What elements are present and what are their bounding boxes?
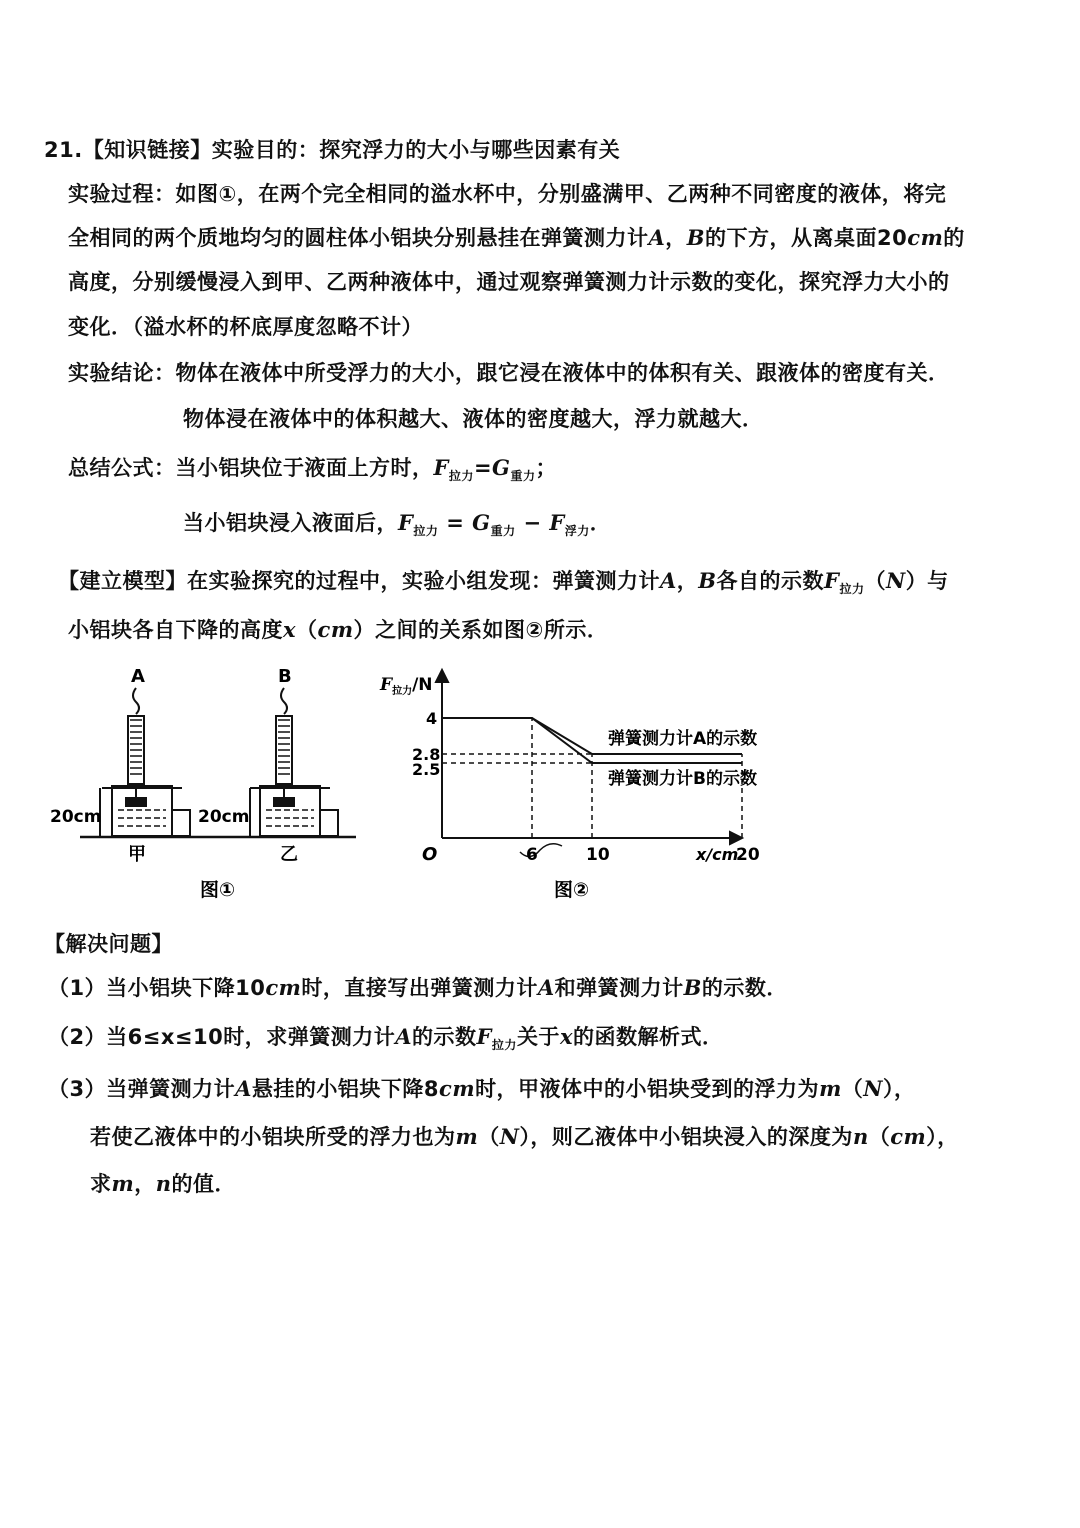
formula2-end: ． — [589, 511, 612, 535]
cup-label-yi: 乙 — [280, 844, 298, 865]
formula-end1: ； — [535, 456, 557, 480]
q1-A: A — [537, 975, 555, 1000]
q3-text-a: （3）当弹簧测力计 — [48, 1077, 236, 1101]
q3-l2-n: n — [852, 1124, 869, 1149]
sub2-fu: 浮力 — [564, 524, 590, 539]
title-text: 实验目的：探究浮力的大小与哪些因素有关 — [211, 138, 621, 162]
model-text-1d: ）与 — [905, 569, 949, 593]
scale-label-B: B — [278, 666, 292, 687]
q2-x: x — [559, 1024, 573, 1049]
section-label-knowledge: 【知识链接】 — [82, 138, 212, 162]
formula2-minus: − — [523, 511, 542, 535]
model-B: B — [698, 568, 717, 593]
figure-1-caption: 图① — [200, 879, 236, 901]
y-tick-2.5: 2.5 — [412, 760, 441, 779]
q3-l2-N: N — [499, 1124, 520, 1149]
cup-label-jia: 甲 — [128, 844, 146, 865]
question-number: 21. — [44, 138, 83, 162]
sep: ， — [665, 226, 687, 250]
formula2-F: F — [398, 510, 414, 535]
height-number: 20 — [877, 226, 908, 250]
q1-text-b: 时，直接写出弹簧测力计 — [301, 976, 538, 1000]
q3-A: A — [235, 1076, 252, 1101]
q2-text-c: 的示数 — [412, 1025, 477, 1049]
q3-text-e: ）， — [883, 1077, 916, 1101]
model-text-1a: 在实验探究的过程中，实验小组发现：弹簧测力计 — [187, 569, 660, 593]
model-sep: ， — [676, 569, 699, 593]
q3-l2-m: m — [455, 1124, 479, 1149]
q3-l3-sep: ， — [134, 1172, 156, 1196]
conclusion-text-1: 实验结论：物体在液体中所受浮力的大小，跟它浸在液体中的体积有关、跟液体的密度有关． — [68, 361, 950, 385]
sub-zhong: 重力 — [510, 469, 536, 484]
formula-F: F — [433, 455, 449, 480]
process-text-1: 实验过程：如图①，在两个完全相同的溢水杯中，分别盛满甲、乙两种不同密度的液体，将完 — [68, 182, 947, 206]
process-text-2b: 的下方，从离桌面 — [705, 226, 878, 250]
figure-1 — [40, 660, 370, 910]
series-label-B: 弹簧测力计B的示数 — [608, 769, 757, 789]
q1-text-a: （1）当小铝块下降 — [48, 976, 236, 1000]
q1-num: 10 — [235, 976, 266, 1000]
formula-G: G — [492, 455, 511, 480]
formula2-eq: = — [446, 511, 465, 535]
model-cm: cm — [317, 617, 354, 642]
q3-l3-a: 求 — [90, 1172, 112, 1196]
model-text-2a: 小铝块各自下降的高度 — [68, 618, 283, 642]
y-tick-4: 4 — [426, 709, 438, 728]
q2-range: 6≤x≤10 — [127, 1025, 224, 1049]
sub2-zhong: 重力 — [490, 524, 516, 539]
model-F: F — [824, 568, 840, 593]
q1-B: B — [683, 975, 702, 1000]
formula-label: 总结公式：当小铝块位于液面上方时， — [68, 456, 434, 480]
series-label-A: 弹簧测力计A的示数 — [608, 729, 758, 749]
q3-N: N — [863, 1076, 883, 1101]
process-line-1 — [68, 178, 946, 208]
solve-header — [44, 928, 173, 958]
q3-l2-cm: cm — [890, 1124, 927, 1149]
q3-l3-m: m — [111, 1171, 135, 1196]
section-label-solve: 【解决问题】 — [44, 932, 173, 956]
model-N: N — [885, 568, 906, 593]
formula2-F2: F — [549, 510, 565, 535]
q1-cm: cm — [265, 975, 302, 1000]
question-3-line-3 — [90, 1168, 236, 1198]
q3-l2-d: （ — [868, 1125, 891, 1149]
sub2-la: 拉力 — [413, 524, 439, 539]
section-label-model: 【建立模型】 — [58, 569, 187, 593]
formula-line-2 — [183, 507, 611, 539]
process-line-3 — [68, 266, 950, 296]
model-line-2 — [68, 614, 608, 644]
conclusion-line-1 — [68, 357, 950, 387]
q2-sub: 拉力 — [491, 1038, 517, 1053]
q2-text-a: （2）当 — [48, 1025, 128, 1049]
conclusion-line-2 — [183, 403, 764, 433]
model-text-1b: 各自的示数 — [716, 569, 825, 593]
process-text-2c: 的 — [943, 226, 965, 250]
figure-2-chart — [370, 660, 810, 910]
origin-label: O — [422, 844, 438, 865]
conclusion-text-2: 物体浸在液体中的体积越大、液体的密度越大，浮力就越大． — [183, 407, 764, 431]
q3-l3-b: 的值． — [171, 1172, 237, 1196]
question-3-line-1 — [48, 1073, 916, 1103]
y-axis-label: $F_{拉力}/N$ — [380, 675, 433, 697]
x-tick-10: 10 — [586, 845, 610, 865]
label-B: B — [686, 225, 706, 250]
y-tick-2.8: 2.8 — [412, 745, 441, 764]
scale-label-A: A — [131, 666, 145, 687]
model-text-1c: （ — [864, 569, 886, 593]
q3-m: m — [819, 1076, 842, 1101]
formula-eq: = — [473, 456, 493, 480]
q2-A: A — [395, 1024, 412, 1049]
model-line-1 — [58, 565, 949, 597]
height-label-2: 20cm — [198, 807, 250, 827]
x-axis-label: x/cm — [696, 845, 739, 864]
q3-l2-c: ），则乙液体中小铝块浸入的深度为 — [519, 1125, 853, 1149]
q3-l2-e: ）， — [926, 1125, 959, 1149]
q2-F: F — [476, 1024, 492, 1049]
q1-text-c: 和弹簧测力计 — [554, 976, 684, 1000]
q3-l3-n: n — [155, 1171, 172, 1196]
q3-text-b: 悬挂的小铝块下降 — [251, 1077, 424, 1101]
q2-text-e: 的函数解析式． — [572, 1025, 724, 1049]
process-text-4: 变化．（溢水杯的杯底厚度忽略不计） — [68, 315, 423, 339]
question-1 — [48, 972, 788, 1002]
q3-text-c: 时，甲液体中的小铝块受到的浮力为 — [475, 1077, 820, 1101]
model-x: x — [283, 617, 297, 642]
process-line-2 — [68, 222, 965, 252]
x-axis-arrow — [730, 832, 742, 844]
figure-2-caption: 图② — [554, 879, 590, 901]
q3-l2-b: （ — [478, 1125, 500, 1149]
x-tick-20: 20 — [736, 845, 760, 865]
question-2 — [48, 1021, 723, 1053]
question-title — [44, 134, 620, 164]
q3-text-d: （ — [841, 1077, 864, 1101]
model-sub: 拉力 — [839, 582, 865, 597]
q2-text-b: 时，求弹簧测力计 — [223, 1025, 396, 1049]
sub-la: 拉力 — [448, 469, 474, 484]
q3-l2-a: 若使乙液体中的小铝块所受的浮力也为 — [90, 1125, 456, 1149]
model-text-2b: （ — [296, 618, 318, 642]
formula-l2-text: 当小铝块浸入液面后， — [183, 511, 398, 535]
y-axis-arrow — [436, 670, 448, 682]
formula-line-1 — [68, 452, 557, 484]
model-text-2c: ）之间的关系如图②所示． — [353, 618, 609, 642]
q3-num: 8 — [423, 1077, 440, 1101]
process-text-3: 高度，分别缓慢浸入到甲、乙两种液体中，通过观察弹簧测力计示数的变化，探究浮力大小的 — [68, 270, 950, 294]
model-A: A — [660, 568, 677, 593]
process-line-4 — [68, 311, 423, 341]
process-text-2a: 全相同的两个质地均匀的圆柱体小铝块分别悬挂在弹簧测力计 — [68, 226, 649, 250]
q3-cm: cm — [439, 1076, 476, 1101]
formula2-G: G — [472, 510, 491, 535]
x-tick-6: 6 — [526, 845, 538, 865]
label-A: A — [648, 225, 666, 250]
height-label-1: 20cm — [50, 807, 102, 827]
q1-text-d: 的示数． — [701, 976, 788, 1000]
question-3-line-2 — [90, 1121, 959, 1151]
q2-text-d: 关于 — [516, 1025, 560, 1049]
height-unit: cm — [907, 225, 944, 250]
